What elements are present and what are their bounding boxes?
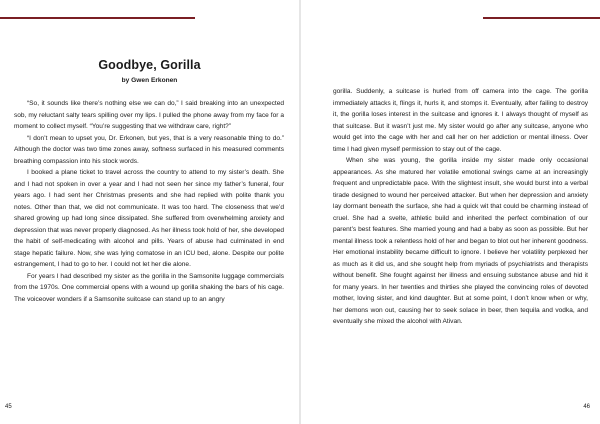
paragraph: gorilla. Suddenly, a suitcase is hurled from off camera into the cage. The gorilla immediately attacks it, flings it, hurls it, and stomps it. Eventually, after failing to destroy it, the gorilla loses interest in the suitcase and ignores it. I always thought of myself as that suitcase. But it wasn’t just me. My sister would go after any suitcase, anyone who would get into the cage with her and call her on her addiction or mental illness. Over time I had given myself permission to stay out of the cage. bbox=[333, 88, 588, 153]
page-number: 45 bbox=[5, 404, 12, 410]
author-byline: by Gwen Erkonen bbox=[121, 77, 178, 84]
left-page bbox=[0, 0, 299, 424]
header-rule bbox=[0, 17, 195, 19]
paragraph: For years I had described my sister as the gorilla in the Samsonite luggage commercials from the 1970s. One commercial opens with a wound up gorilla shaking the bars of his cage. The voiceover wonders if a Samsonite suitcase can stand up to an angry bbox=[14, 272, 284, 303]
right-text-column bbox=[333, 86, 588, 328]
paragraph: “I don’t mean to upset you, Dr. Erkonen, but yes, that is a very reasonable thing to do.” Although the doctor was two time zones away, softness surfaced in his measured comments breathing compassion into his stock words. bbox=[14, 134, 284, 165]
paragraph: When she was young, the gorilla inside my sister made only occasional appearances. As she matured her volatile emotional swings came at an increasingly frequent and unpredictable pace. With the slightest insult, she would burst into a verbal tirade designed to wound her perceived attacker. But when her depression and anxiety lay dormant beneath the surface, she had a quick wit that could be charming instead of cruel. She had a svelte, athletic build and inherited the perfect combination of our parent’s best features. She married young and had a baby as soon as possible. But her mental illness took a relentless hold of her and began to blot out her inherent goodness. Her emotional instability became difficult to ignore. I believe her volatility perplexed her as much as it did us, and she sought help from myriads of psychiatrists and therapists without benefit. She fought against her illness and ensuing substance abuse and hid it for many years. In her twenties and thirties she played the convincing roles of devoted mother, loving sister, and kind daughter. But at some point, I don’t know when or why, her demons won out, causing her to seek solace in beer, then tequila and vodka, and eventually she mixed the alcohol with Ativan. bbox=[333, 157, 588, 325]
paragraph: I booked a plane ticket to travel across the country to attend to my sister’s death. She and I had not spoken in over a year and I had not seen her since my father’s funeral, four years ago. I had sent her Christmas presents and she had replied with polite thank you notes. Other than that, we did not communicate. It was too hard. The closeness that we’d shared growing up had long since dissipated. She suffered from overwhelming anxiety and depression that was never properly diagnosed. As her illness took hold of her, she developed the habit of self-medicating with alcohol and pills. Years of abuse had culminated in end stage hepatic failure. Now, she was lying comatose in an ICU bed, alone. Despite our polite estrangement, I had to go to her. I could not let her die alone. bbox=[14, 169, 284, 268]
right-page bbox=[301, 0, 600, 424]
page-number: 46 bbox=[583, 404, 590, 410]
paragraph: “So, it sounds like there’s nothing else we can do,” I said breaking into an unexpected sob, my reluctant salty tears spilling over my lips. I pulled the phone away from my face for a moment to collect myself. “You’re suggesting that we withdraw care, right?” bbox=[14, 100, 284, 130]
story-title: Goodbye, Gorilla bbox=[98, 58, 201, 72]
left-text-column bbox=[14, 98, 284, 305]
header-rule bbox=[483, 17, 600, 19]
